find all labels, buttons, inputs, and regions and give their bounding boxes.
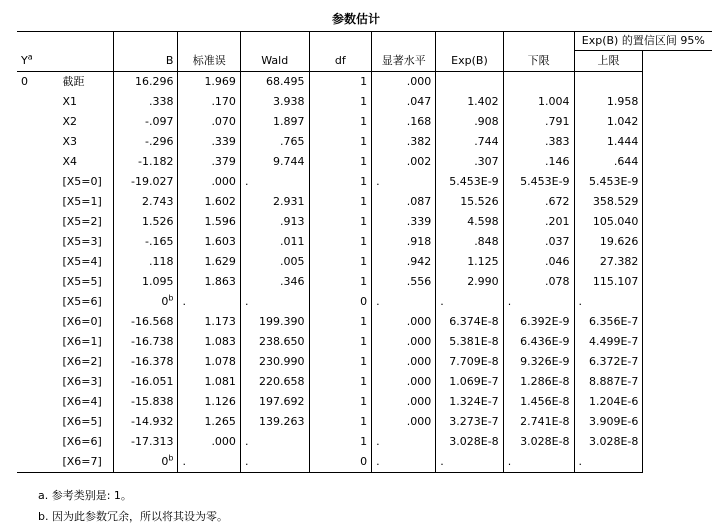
group-label (17, 232, 58, 252)
cell-ci-lower: 6.436E-9 (503, 332, 574, 352)
group-label (17, 112, 58, 132)
cell-ci-lower: .046 (503, 252, 574, 272)
group-label (17, 212, 58, 232)
table-row (17, 452, 712, 473)
parameter-label: [X5=3] (62, 235, 102, 248)
cell-b: -.296 (113, 132, 178, 152)
cell-ci-lower: 1.456E-8 (503, 392, 574, 412)
table-row (17, 332, 712, 352)
cell-expb: 1.069E-7 (436, 372, 503, 392)
parameter-label: [X6=2] (62, 355, 102, 368)
group-label (17, 312, 58, 332)
footnote-marker: b (168, 293, 174, 303)
parameter-label: [X6=3] (62, 375, 102, 388)
cell-ci-upper: 1.444 (574, 132, 643, 152)
cell-df: 1 (309, 72, 372, 93)
cell-ci-lower: .078 (503, 272, 574, 292)
cell-se: .170 (178, 92, 240, 112)
cell-wald: 2.931 (240, 192, 309, 212)
group-label (17, 352, 58, 372)
table-row (17, 132, 712, 152)
cell-ci-lower: .037 (503, 232, 574, 252)
table-row (17, 312, 712, 332)
table-title: 参数估计 (331, 12, 380, 26)
cell-se: 1.126 (178, 392, 240, 412)
se-header: 标准误 (178, 51, 240, 72)
cell-ci-lower: 1.286E-8 (503, 372, 574, 392)
cell-expb: . (436, 452, 503, 473)
cell-expb: 5.453E-9 (436, 172, 503, 192)
cell-df: 1 (309, 212, 372, 232)
cell-se: 1.629 (178, 252, 240, 272)
table-row (17, 232, 712, 252)
cell-wald: 9.744 (240, 152, 309, 172)
cell-b: 1.095 (113, 272, 178, 292)
cell-ci-upper: 3.909E-6 (574, 412, 643, 432)
cell-ci-upper: 6.372E-7 (574, 352, 643, 372)
cell-sig: .000 (372, 312, 436, 332)
cell-se: 1.078 (178, 352, 240, 372)
cell-sig: . (372, 432, 436, 452)
cell-b: 1.526 (113, 212, 178, 232)
cell-expb: .908 (436, 112, 503, 132)
cell-expb: 7.709E-8 (436, 352, 503, 372)
parameter-label: [X5=4] (62, 255, 102, 268)
cell-b: -16.738 (113, 332, 178, 352)
cell-ci-upper: 8.887E-7 (574, 372, 643, 392)
cell-ci-lower: 5.453E-9 (503, 172, 574, 192)
cell-sig: .000 (372, 392, 436, 412)
cell-wald: .765 (240, 132, 309, 152)
expb-header: Exp(B) (436, 51, 503, 72)
cell-wald: 68.495 (240, 72, 309, 93)
cell-df: 1 (309, 272, 372, 292)
group-label (17, 172, 58, 192)
footnote-b: b. 因为此参数冗余，所以将其设为零。 (38, 510, 228, 523)
cell-b: -.165 (113, 232, 178, 252)
group-label (17, 412, 58, 432)
parameter-label: [X6=5] (62, 415, 102, 428)
group-label (17, 332, 58, 352)
cell-ci-upper: 1.958 (574, 92, 643, 112)
cell-b: -.097 (113, 112, 178, 132)
group-label (17, 132, 58, 152)
cell-sig: .918 (372, 232, 436, 252)
cell-ci-lower: 9.326E-9 (503, 352, 574, 372)
cell-sig: .556 (372, 272, 436, 292)
cell-expb: 1.125 (436, 252, 503, 272)
cell-df: 1 (309, 112, 372, 132)
cell-sig: .000 (372, 372, 436, 392)
cell-ci-upper: 5.453E-9 (574, 172, 643, 192)
cell-ci-upper: 19.626 (574, 232, 643, 252)
cell-expb: .307 (436, 152, 503, 172)
cell-expb: 1.324E-7 (436, 392, 503, 412)
cell-wald: 139.263 (240, 412, 309, 432)
cell-df: 1 (309, 392, 372, 412)
table-row (17, 192, 712, 212)
cell-ci-lower: .672 (503, 192, 574, 212)
cell-se: 1.173 (178, 312, 240, 332)
group-label (17, 92, 58, 112)
cell-sig: .000 (372, 412, 436, 432)
cell-expb: 5.381E-8 (436, 332, 503, 352)
cell-expb: 15.526 (436, 192, 503, 212)
cell-b: -16.051 (113, 372, 178, 392)
cell-ci-lower: .791 (503, 112, 574, 132)
cell-se: 1.081 (178, 372, 240, 392)
cell-ci-lower: 3.028E-8 (503, 432, 574, 452)
cell-ci-upper: 358.529 (574, 192, 643, 212)
cell-expb: 3.028E-8 (436, 432, 503, 452)
group-label (17, 292, 58, 312)
cell-wald: 1.897 (240, 112, 309, 132)
df-header: df (309, 51, 372, 72)
cell-b: -14.932 (113, 412, 178, 432)
parameter-label: [X5=1] (62, 195, 102, 208)
cell-b: -15.838 (113, 392, 178, 412)
group-label (17, 432, 58, 452)
group-label (17, 152, 58, 172)
cell-se: 1.596 (178, 212, 240, 232)
cell-ci-upper: 27.382 (574, 252, 643, 272)
parameter-label: [X6=0] (62, 315, 102, 328)
table-row (17, 412, 712, 432)
cell-sig: .087 (372, 192, 436, 212)
cell-df: 1 (309, 192, 372, 212)
ci-upper-header: 上限 (574, 51, 643, 72)
cell-wald: 199.390 (240, 312, 309, 332)
table-row (17, 112, 712, 132)
cell-sig: .002 (372, 152, 436, 172)
parameter-label: X1 (62, 95, 77, 108)
cell-ci-lower: 6.392E-9 (503, 312, 574, 332)
y-header: $Y^a$ (17, 51, 113, 72)
ci-lower-header: 下限 (503, 51, 574, 72)
parameter-label: [X5=2] (62, 215, 102, 228)
b-header: B (113, 51, 178, 72)
cell-b: .338 (113, 92, 178, 112)
cell-wald: 197.692 (240, 392, 309, 412)
table-row (17, 272, 712, 292)
parameter-label: [X6=1] (62, 335, 102, 348)
table-row (17, 292, 712, 312)
cell-sig: .000 (372, 352, 436, 372)
cell-wald: 220.658 (240, 372, 309, 392)
cell-ci-upper: 4.499E-7 (574, 332, 643, 352)
cell-wald: .913 (240, 212, 309, 232)
cell-ci-upper: . (574, 292, 643, 312)
cell-ci-upper: 6.356E-7 (574, 312, 643, 332)
cell-expb: 1.402 (436, 92, 503, 112)
group-label (17, 192, 58, 212)
cell-expb: 4.598 (436, 212, 503, 232)
cell-df: 0 (309, 292, 372, 312)
cell-df: 0 (309, 452, 372, 473)
cell-se: .070 (178, 112, 240, 132)
cell-sig: .382 (372, 132, 436, 152)
cell-ci-upper: 105.040 (574, 212, 643, 232)
ci-group-header: Exp(B) 的置信区间 95% (574, 32, 712, 51)
parameter-label: X4 (62, 155, 77, 168)
table-row (17, 372, 712, 392)
group-label (17, 272, 58, 292)
cell-sig: .000 (372, 72, 436, 93)
cell-b: -17.313 (113, 432, 178, 452)
cell-se: .339 (178, 132, 240, 152)
cell-se: .000 (178, 172, 240, 192)
cell-df: 1 (309, 372, 372, 392)
cell-df: 1 (309, 432, 372, 452)
cell-ci-lower: .201 (503, 212, 574, 232)
cell-b: -1.182 (113, 152, 178, 172)
cell-se: . (178, 452, 240, 473)
parameter-label: [X6=4] (62, 395, 102, 408)
cell-sig: . (372, 292, 436, 312)
cell-sig: .168 (372, 112, 436, 132)
cell-ci-lower: .383 (503, 132, 574, 152)
cell-wald: 238.650 (240, 332, 309, 352)
cell-df: 1 (309, 172, 372, 192)
cell-ci-lower: 2.741E-8 (503, 412, 574, 432)
parameter-label: [X6=6] (62, 435, 102, 448)
cell-wald: .005 (240, 252, 309, 272)
cell-ci-upper: 3.028E-8 (574, 432, 643, 452)
cell-b: 2.743 (113, 192, 178, 212)
cell-wald: .011 (240, 232, 309, 252)
cell-expb: 6.374E-8 (436, 312, 503, 332)
footnote-marker: b (168, 453, 174, 463)
table-row (17, 212, 712, 232)
cell-se: 1.602 (178, 192, 240, 212)
cell-wald: . (240, 432, 309, 452)
cell-df: 1 (309, 132, 372, 152)
cell-df: 1 (309, 312, 372, 332)
cell-b: .118 (113, 252, 178, 272)
cell-se: 1.083 (178, 332, 240, 352)
cell-df: 1 (309, 92, 372, 112)
cell-wald: .346 (240, 272, 309, 292)
cell-se: .379 (178, 152, 240, 172)
parameter-label: X2 (62, 115, 77, 128)
table-row (17, 92, 712, 112)
cell-expb: .848 (436, 232, 503, 252)
footnote-a: a. 参考类别是: 1。 (38, 489, 132, 502)
group-label (17, 372, 58, 392)
cell-df: 1 (309, 352, 372, 372)
group-label (17, 392, 58, 412)
group-label: 0 (21, 75, 28, 88)
cell-ci-upper: . (574, 452, 643, 473)
cell-ci-lower: 1.004 (503, 92, 574, 112)
cell-ci-upper: 1.042 (574, 112, 643, 132)
parameter-label: [X5=0] (62, 175, 102, 188)
cell-se: 1.863 (178, 272, 240, 292)
cell-expb: . (436, 292, 503, 312)
sig-header: 显著水平 (372, 51, 436, 72)
cell-wald: . (240, 172, 309, 192)
cell-wald: 230.990 (240, 352, 309, 372)
cell-df: 1 (309, 332, 372, 352)
table-row (17, 72, 712, 93)
cell-wald: 3.938 (240, 92, 309, 112)
cell-sig: . (372, 172, 436, 192)
cell-b: 16.296 (113, 72, 178, 93)
cell-ci-lower (503, 72, 574, 93)
cell-expb (436, 72, 503, 93)
cell-b: 0$^b$ (113, 292, 178, 312)
cell-df: 1 (309, 252, 372, 272)
cell-ci-lower: . (503, 292, 574, 312)
table-row (17, 392, 712, 412)
cell-ci-upper: 1.204E-6 (574, 392, 643, 412)
cell-expb: .744 (436, 132, 503, 152)
cell-df: 1 (309, 152, 372, 172)
parameter-label: 截距 (62, 75, 85, 88)
cell-ci-upper (574, 72, 643, 93)
cell-ci-lower: . (503, 452, 574, 473)
cell-sig: . (372, 452, 436, 473)
cell-wald: . (240, 292, 309, 312)
cell-ci-upper: 115.107 (574, 272, 643, 292)
group-label (17, 252, 58, 272)
table-row (17, 352, 712, 372)
wald-header: Wald (240, 51, 309, 72)
cell-b: 0$^b$ (113, 452, 178, 473)
parameter-label: X3 (62, 135, 77, 148)
cell-df: 1 (309, 412, 372, 432)
cell-expb: 2.990 (436, 272, 503, 292)
cell-se: 1.265 (178, 412, 240, 432)
cell-sig: .000 (372, 332, 436, 352)
cell-df: 1 (309, 232, 372, 252)
cell-ci-upper: .644 (574, 152, 643, 172)
table-row (17, 252, 712, 272)
cell-b: -19.027 (113, 172, 178, 192)
group-label (17, 452, 58, 473)
cell-se: 1.603 (178, 232, 240, 252)
parameter-estimates-table (17, 31, 712, 473)
cell-se: 1.969 (178, 72, 240, 93)
cell-expb: 3.273E-7 (436, 412, 503, 432)
table-row (17, 172, 712, 192)
parameter-label: [X6=7] (58, 452, 113, 473)
cell-sig: .047 (372, 92, 436, 112)
table-row (17, 152, 712, 172)
cell-se: . (178, 292, 240, 312)
parameter-label: [X5=5] (62, 275, 102, 288)
cell-b: -16.568 (113, 312, 178, 332)
cell-wald: . (240, 452, 309, 473)
cell-sig: .339 (372, 212, 436, 232)
cell-b: -16.378 (113, 352, 178, 372)
cell-ci-lower: .146 (503, 152, 574, 172)
cell-se: .000 (178, 432, 240, 452)
table-row (17, 432, 712, 452)
parameter-label: [X5=6] (62, 295, 102, 308)
cell-sig: .942 (372, 252, 436, 272)
